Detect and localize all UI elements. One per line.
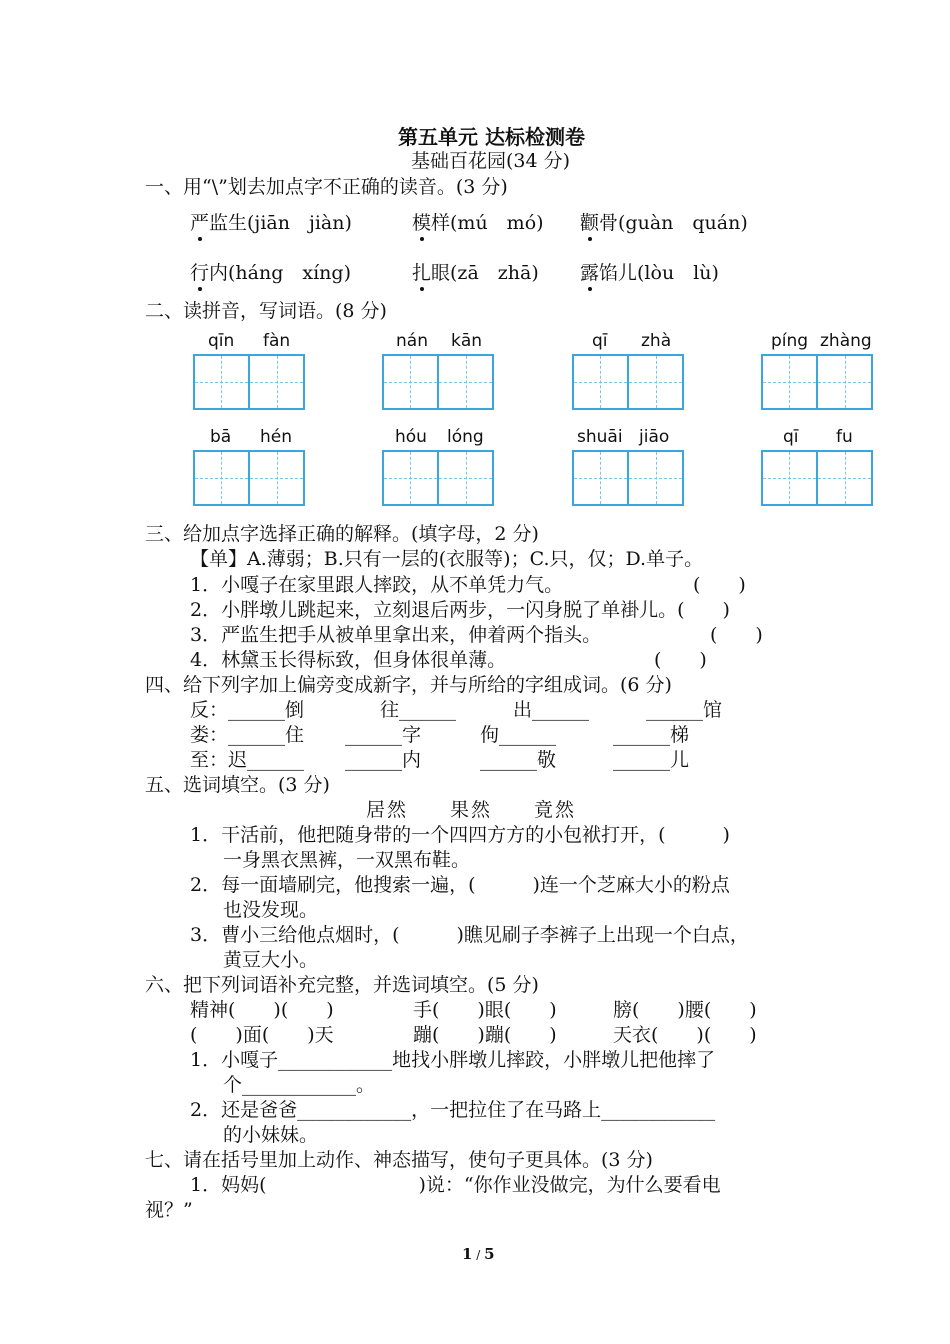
- pinyin: bā: [210, 427, 232, 447]
- writing-grid[interactable]: [761, 450, 873, 506]
- q7-item: 1．妈妈( )说：“你作业没做完，为什么要看电: [190, 1174, 721, 1196]
- q4-cell[interactable]: 娄：______住: [190, 724, 305, 746]
- q1-heading: 一、用“\”划去加点字不正确的读音。(3 分): [145, 176, 508, 198]
- writing-grid[interactable]: [761, 354, 873, 410]
- q6-word[interactable]: 蹦( )蹦( ): [413, 1024, 557, 1046]
- q6-item-cont: 的小妹妹。: [223, 1124, 319, 1146]
- q6-item: 2．还是爸爸____________，一把拉住了在马路上____________: [190, 1099, 716, 1121]
- q4-cell[interactable]: ______梯: [613, 724, 690, 746]
- writing-grid[interactable]: [572, 354, 684, 410]
- q1-item: [580, 212, 748, 234]
- dotted-char: 严: [190, 212, 210, 234]
- page-title: 第五单元 达标检测卷: [398, 125, 585, 149]
- q6-item: 1．小嘎子____________地找小胖墩儿摔跤，小胖墩儿把他摔了: [190, 1049, 716, 1071]
- q4-cell[interactable]: ______内: [345, 749, 422, 771]
- writing-grid[interactable]: [193, 354, 305, 410]
- pinyin: fu: [836, 427, 853, 447]
- q5-item: 1．干活前，他把随身带的一个四四方方的小包袱打开，( ): [190, 824, 730, 846]
- pinyin: zhà: [641, 331, 672, 351]
- dotted-char: 模: [412, 212, 432, 234]
- q1-item-text: 眼(zā zhā): [431, 262, 539, 284]
- q5-word-choices: 居然 果然 竟然: [366, 799, 577, 821]
- q4-cell[interactable]: 反：______倒: [190, 699, 305, 721]
- dotted-char: 颧: [580, 212, 600, 234]
- page-current: 1: [462, 1245, 473, 1263]
- q5-item-cont: 也没发现。: [223, 899, 319, 921]
- q1-item-text: 馅儿(lòu lù): [599, 262, 719, 284]
- q1-item-text: 内(háng xíng): [209, 262, 351, 284]
- answer-paren[interactable]: ( ): [710, 624, 763, 646]
- q4-cell[interactable]: ______馆: [646, 699, 723, 721]
- writing-grid[interactable]: [382, 354, 494, 410]
- q4-cell[interactable]: 佝______: [480, 724, 557, 746]
- q6-word[interactable]: 手( )眼( ): [413, 999, 557, 1021]
- q4-cell[interactable]: ______敬: [480, 749, 557, 771]
- pinyin: qīn: [208, 331, 235, 351]
- writing-grid[interactable]: [572, 450, 684, 506]
- q1-item: [580, 262, 719, 284]
- pinyin: píng: [771, 331, 809, 351]
- pinyin: fàn: [263, 331, 291, 351]
- q6-word[interactable]: 天衣( )( ): [613, 1024, 757, 1046]
- q4-heading: 四、给下列字加上偏旁变成新字，并与所给的字组成词。(6 分): [145, 674, 672, 696]
- q7-item-cont: 视？”: [145, 1199, 193, 1221]
- q1-item-text: 监生(jiān jiàn): [209, 212, 352, 234]
- q1-item-text: 骨(guàn quán): [599, 212, 748, 234]
- q6-word[interactable]: 膀( )腰( ): [613, 999, 757, 1021]
- q6-word[interactable]: ( )面( )天: [190, 1024, 334, 1046]
- q5-item: 3．曹小三给他点烟时，( )瞧见刷子李裤子上出现一个白点，: [190, 924, 749, 946]
- q3-item: 2．小胖墩儿跳起来，立刻退后两步，一闪身脱了单褂儿。( ): [190, 599, 730, 621]
- q3-item: 3．严监生把手从被单里拿出来，伸着两个指头。: [190, 624, 602, 646]
- q4-cell[interactable]: 出______: [513, 699, 590, 721]
- pinyin: hóu: [395, 427, 427, 447]
- pinyin: lóng: [447, 427, 484, 447]
- writing-grid[interactable]: [193, 450, 305, 506]
- page-number: [462, 1245, 495, 1263]
- pinyin: shuāi: [577, 427, 623, 447]
- q1-item: [412, 212, 544, 234]
- section-subtitle: 基础百花园(34 分): [411, 150, 571, 172]
- dotted-char: 扎: [412, 262, 432, 284]
- q4-cell[interactable]: ______儿: [613, 749, 690, 771]
- q4-cell[interactable]: 至：迟______: [190, 749, 305, 771]
- q1-item: [190, 212, 352, 234]
- q3-options: 【单】A.薄弱；B.只有一层的(衣服等)；C.只，仅；D.单子。: [190, 548, 704, 570]
- dotted-char: 露: [580, 262, 600, 284]
- q1-item: [190, 262, 351, 284]
- q1-item-text: 样(mú mó): [431, 212, 544, 234]
- q3-item: 4．林黛玉长得标致，但身体很单薄。: [190, 649, 507, 671]
- pinyin: qī: [783, 427, 799, 447]
- q3-heading: 三、给加点字选择正确的解释。(填字母，2 分): [145, 523, 539, 545]
- pinyin: qī: [592, 331, 608, 351]
- answer-paren[interactable]: ( ): [693, 574, 746, 596]
- q3-item: 1．小嘎子在家里跟人摔跤，从不单凭力气。: [190, 574, 564, 596]
- q5-item: 2．每一面墙刷完，他搜索一遍，( )连一个芝麻大小的粉点: [190, 874, 730, 896]
- q6-heading: 六、把下列词语补充完整，并选词填空。(5 分): [145, 974, 539, 996]
- answer-paren[interactable]: ( ): [654, 649, 707, 671]
- q5-heading: 五、选词填空。(3 分): [145, 774, 330, 796]
- pinyin: nán: [396, 331, 428, 351]
- writing-grid[interactable]: [382, 450, 494, 506]
- q4-cell[interactable]: 往______: [380, 699, 457, 721]
- q5-item-cont: 一身黑衣黑裤，一双黑布鞋。: [223, 849, 471, 871]
- q5-item-cont: 黄豆大小。: [223, 949, 319, 971]
- q2-heading: 二、读拼音，写词语。(8 分): [145, 300, 387, 322]
- pinyin: hén: [260, 427, 293, 447]
- q1-item: [412, 262, 539, 284]
- pinyin: jiāo: [639, 427, 670, 447]
- q4-cell[interactable]: ______字: [345, 724, 422, 746]
- page-separator: /: [472, 1248, 485, 1262]
- q6-item-cont: 个____________。: [223, 1074, 376, 1096]
- pinyin: zhàng: [820, 331, 872, 351]
- q6-word[interactable]: 精神( )( ): [190, 999, 334, 1021]
- pinyin: kān: [451, 331, 483, 351]
- dotted-char: 行: [190, 262, 210, 284]
- page-total: 5: [484, 1245, 495, 1263]
- q7-heading: 七、请在括号里加上动作、神态描写，使句子更具体。(3 分): [145, 1149, 653, 1171]
